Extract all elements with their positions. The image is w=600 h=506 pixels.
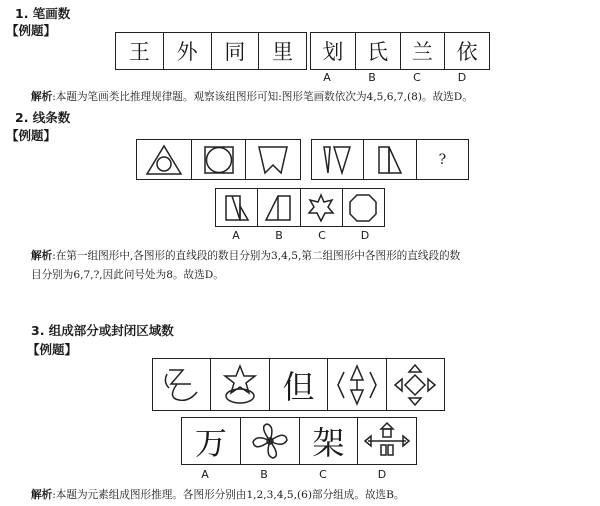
s2-label-b: B <box>275 229 283 242</box>
s1-char-4: 里 <box>272 40 294 64</box>
s2-option-a <box>216 189 258 226</box>
s1-option-a-char: 划 <box>311 33 356 69</box>
s1-label-a: A <box>323 71 331 84</box>
s1-option-group <box>310 32 490 70</box>
s2-fig-question: ? <box>438 151 447 168</box>
s2-label-c: C <box>318 229 326 242</box>
section-3-example-tag: 【例题】 <box>27 342 78 357</box>
s1-analysis: 解析:本题为笔画类比推理规律题。观察该组图形可知:图形笔画数依次为4,5,6,7,(8)。故选D。 <box>31 91 473 103</box>
s3-label-c: C <box>319 468 327 481</box>
s3-question-group <box>152 358 445 411</box>
s2-option-c <box>301 189 343 226</box>
s3-fig-5 <box>387 359 444 410</box>
s2-option-d <box>343 189 384 226</box>
s3-fig-3-char: 但 <box>270 359 328 410</box>
s2-question-group <box>136 139 301 180</box>
s3-analysis: 解析:本题为元素组成图形推理。各图形分别由1,2,3,4,5,(6)部分组成。故选B。 <box>31 489 405 501</box>
section-2-title: 2. 线条数 <box>15 110 71 125</box>
section-1-example-tag: 【例题】 <box>6 23 57 38</box>
s1-option-b-char: 氏 <box>356 33 401 69</box>
s1-question-group <box>115 32 307 70</box>
s1-label-b: B <box>368 71 376 84</box>
s2-fig-2 <box>192 140 247 179</box>
s2-sequence-group <box>311 139 469 180</box>
section-2-example-tag: 【例题】 <box>6 128 57 143</box>
s2-analysis-line-2: 目分别为6,7,?,因此问号处为8。故选D。 <box>31 269 224 281</box>
s1-label-c: C <box>413 71 421 84</box>
s3-option-a-char: 万 <box>182 418 241 464</box>
s2-analysis-line-1: 解析:在第一组图形中,各图形的直线段的数目分别为3,4,5,第二组图形中各图形的直线段的数 <box>31 250 461 262</box>
s3-fig-2 <box>211 359 269 410</box>
s3-option-d <box>358 418 416 464</box>
s2-option-group <box>215 188 385 227</box>
section-1-title: 1. 笔画数 <box>15 6 71 21</box>
s3-option-b <box>241 418 300 464</box>
s2-fig-3 <box>246 140 300 179</box>
s1-option-c-char: 兰 <box>401 33 446 69</box>
s3-option-c-char: 架 <box>300 418 359 464</box>
s1-option-d-char: 依 <box>456 40 478 64</box>
s2-label-a: A <box>232 229 240 242</box>
s3-label-d: D <box>377 468 387 481</box>
s2-option-b <box>258 189 300 226</box>
s1-char-2: 外 <box>164 33 212 69</box>
s3-option-group <box>181 417 417 465</box>
s2-fig-1 <box>137 140 192 179</box>
s3-fig-1 <box>153 359 211 410</box>
s1-label-d: D <box>457 71 467 84</box>
s1-char-3: 同 <box>212 33 260 69</box>
s3-fig-4 <box>328 359 386 410</box>
s3-label-b: B <box>260 468 268 481</box>
section-3-title: 3. 组成部分或封闭区域数 <box>31 323 174 338</box>
s2-label-d: D <box>360 229 370 242</box>
s2-fig-4 <box>312 140 364 179</box>
s3-label-a: A <box>201 468 209 481</box>
s2-fig-5 <box>364 140 416 179</box>
s1-char-1: 王 <box>116 33 164 69</box>
